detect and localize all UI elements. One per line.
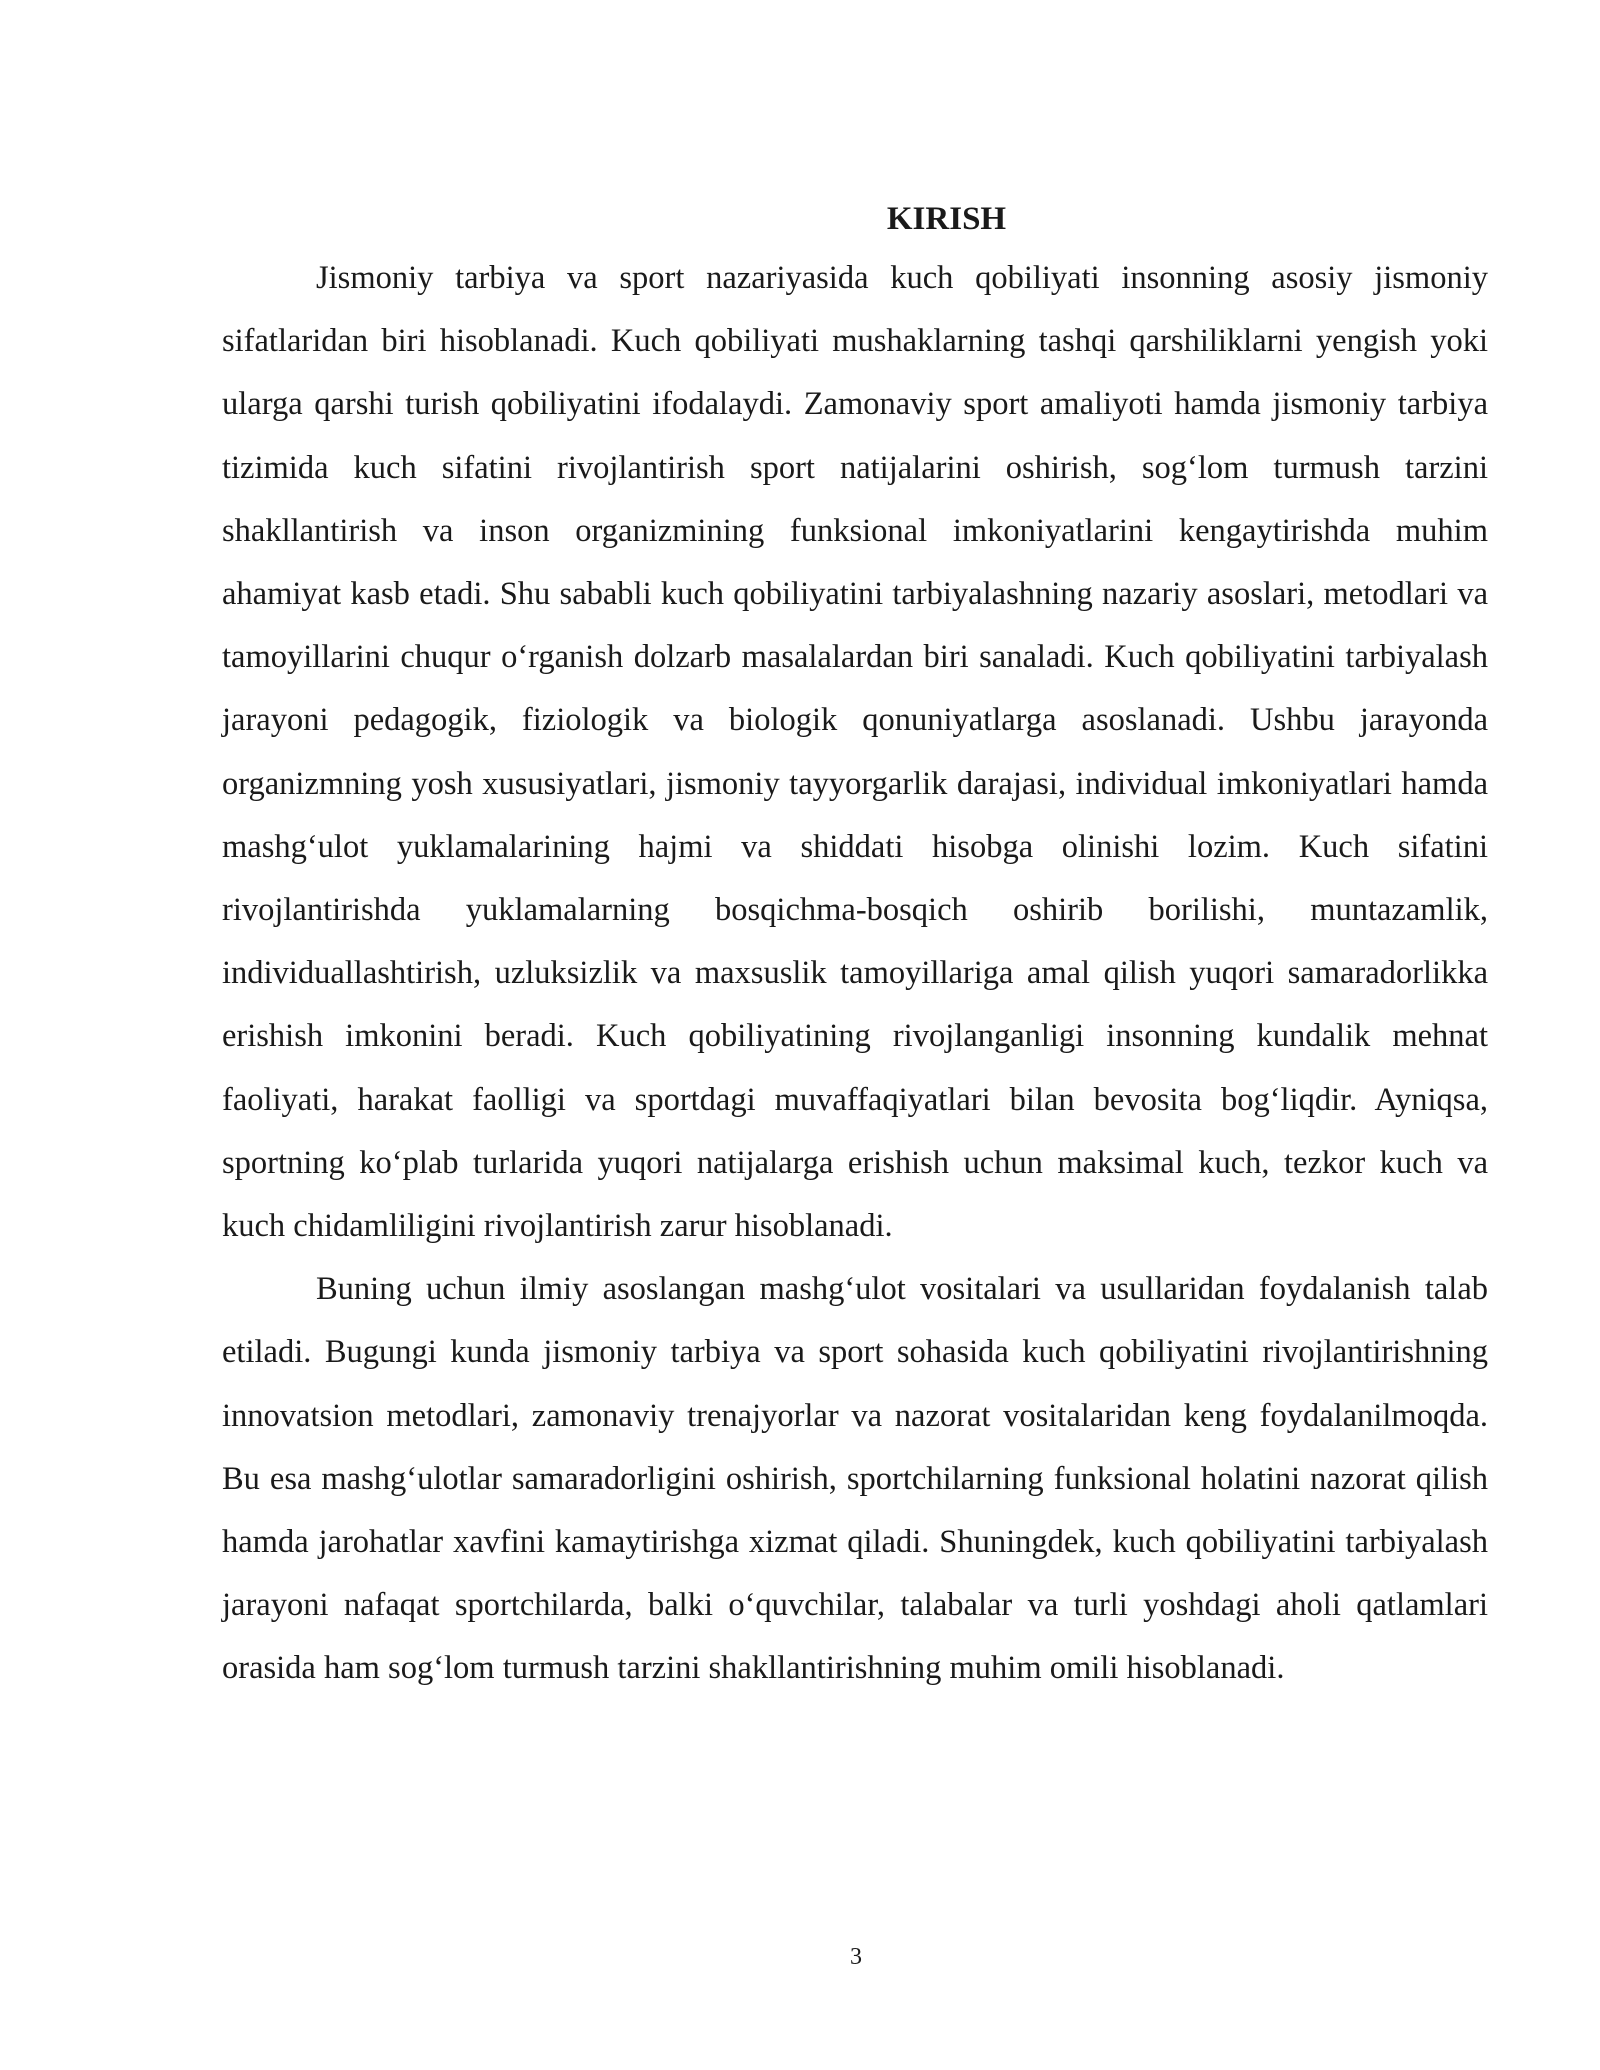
paragraph-1: Jismoniy tarbiya va sport nazariyasida kuch qobiliyati insonning asosiy jismoniy sifatlaridan biri hisoblanadi. Kuch qobiliyati mushaklarning tashqi qarshiliklarni yengish yoki ularga qarshi turish qobiliyatini ifodalaydi. Zamonaviy sport amaliyoti hamda jismoniy tarbiya tizimida kuch sifatini rivojlantirish sport natijalarini oshirish, sog‘lom turmush tarzini shakllantirish va inson organizmining funksional imkoniyatlarini kengaytirishda muhim ahamiyat kasb etadi. Shu sababli kuch qobiliyatini tarbiyalashning nazariy asoslari, metodlari va tamoyillarini chuqur o‘rganish dolzarb masalalardan biri sanaladi. Kuch qobiliyatini tarbiyalash jarayoni pedagogik, fiziologik va biologik qonuniyatlarga asoslanadi. Ushbu jarayonda organizmning yosh xususiyatlari, jismoniy tayyorgarlik darajasi, individual imkoniyatlari hamda mashg‘ulot yuklamalarining hajmi va shiddati hisobga olinishi lozim. Kuch sifatini rivojlantirishda yuklamalarning bosqichma-bosqich oshirib borilishi, muntazamlik, individuallashtirish, uzluksizlik va maxsuslik tamoyillariga amal qilish yuqori samaradorlikka erishish imkonini beradi. Kuch qobiliyatining rivojlanganligi insonning kundalik mehnat faoliyati, harakat faolligi va sportdagi muvaffaqiyatlari bilan bevosita bog‘liqdir. Ayniqsa, sportning ko‘plab turlarida yuqori natijalarga erishish uchun maksimal kuch, tezkor kuch va kuch chidamliligini rivojlantirish zarur hisoblanadi. xyxy=(222,260,1488,1245)
paragraph-2: Buning uchun ilmiy asoslangan mashg‘ulot vositalari va usullaridan foydalanish talab etiladi. Bugungi kunda jismoniy tarbiya va sport sohasida kuch qobiliyatini rivojlantirishning innovatsion metodlari, zamonaviy trenajyorlar va nazorat vositalaridan keng foydalanilmoqda. Bu esa mashg‘ulotlar samaradorligini oshirish, sportchilarning funksional holatini nazorat qilish hamda jarohatlar xavfini kamaytirishga xizmat qiladi. Shuningdek, kuch qobiliyatini tarbiyalash jarayoni nafaqat sportchilarda, balki o‘quvchilar, talabalar va turli yoshdagi aholi qatlamlari orasida ham sog‘lom turmush tarzini shakllantirishning muhim omili hisoblanadi. xyxy=(222,1271,1488,1687)
document-body xyxy=(222,192,1488,1701)
page-number: 3 xyxy=(850,1944,862,1970)
section-title: KIRISH xyxy=(886,201,1007,237)
